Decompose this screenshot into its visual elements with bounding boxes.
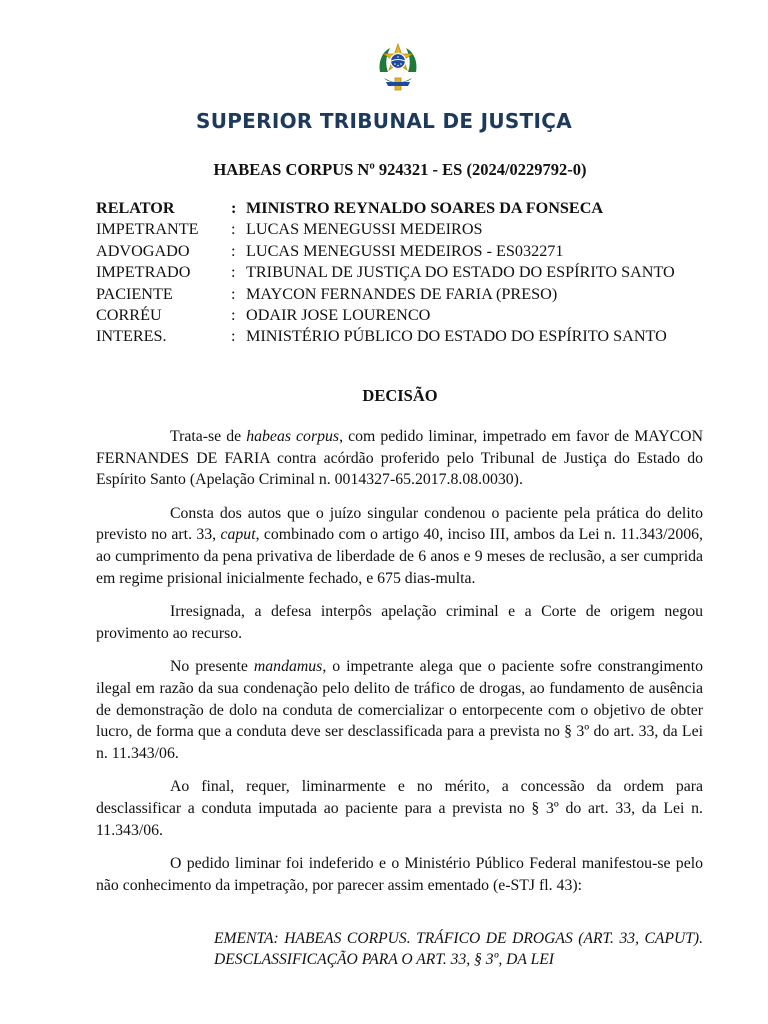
italic-term: habeas corpus — [246, 428, 340, 445]
text-run: Trata-se de — [170, 428, 247, 445]
party-separator: : — [231, 284, 236, 303]
decision-heading: DECISÃO — [362, 386, 438, 405]
text-run: , combinado com o artigo 40, inciso III, ambos da Lei n. 11.343/2006, ao cumprimento da pena privativa de liberdade de 6 anos e 9 meses de reclusão, a ser cumprida em regime prisional inicialmente fechado, e 675 dias-multa. — [96, 526, 704, 587]
party-value: MAYCON FERNANDES DE FARIA (PRESO) — [246, 284, 558, 303]
court-name: SUPERIOR TRIBUNAL DE JUSTIÇA — [195, 109, 573, 133]
party-value: ODAIR JOSE LOURENCO — [246, 305, 431, 324]
party-separator: : — [231, 220, 236, 239]
party-value: MINISTÉRIO PÚBLICO DO ESTADO DO ESPÍRITO SANTO — [246, 327, 667, 346]
ementa-quote: EMENTA: HABEAS CORPUS. TRÁFICO DE DROGAS (ART. 33, CAPUT). DESCLASSIFICAÇÃO PARA O ART. 33, § 3º, DA LEI — [214, 930, 703, 968]
party-separator: : — [231, 263, 236, 282]
italic-term: caput — [220, 526, 256, 544]
party-row-advogado — [96, 241, 716, 262]
paragraph-3: Irresignada, a defesa interpôs apelação criminal e a Corte de origem negou provimento ao recurso. — [96, 603, 703, 642]
party-row-interes — [96, 326, 716, 347]
party-label: IMPETRADO — [96, 263, 191, 282]
text-run: , o impetrante alega que o paciente sofre constrangimento ilegal em razão da sua condenação pelo delito de tráfico de drogas, ao fundamento de ausência de demonstração de dolo na conduta de comercializar o entorpecente com o objetivo de obter lucro, de forma que a conduta deve ser desclassificada para a prevista no § 3º do art. 33, da Lei n. 11.343/06. — [96, 658, 703, 762]
party-label: PACIENTE — [96, 284, 173, 303]
party-label: INTERES. — [96, 327, 167, 346]
paragraph-1 — [96, 426, 703, 491]
text-run: No presente — [170, 658, 254, 676]
party-value: LUCAS MENEGUSSI MEDEIROS — [246, 220, 483, 239]
paragraph-5: Ao final, requer, liminarmente e no mérito, a concessão da ordem para desclassificar a conduta imputada ao paciente para a prevista no § 3º do art. 33, da Lei n. 11.343/06. — [96, 778, 703, 839]
italic-term: mandamus — [253, 658, 323, 676]
party-separator: : — [231, 305, 236, 324]
party-separator: : — [231, 327, 236, 346]
party-row-correu — [96, 305, 716, 326]
party-value: MINISTRO REYNALDO SOARES DA FONSECA — [246, 199, 604, 217]
party-separator: : — [231, 241, 236, 260]
parties-table — [96, 198, 716, 348]
party-row-impetrado — [96, 262, 716, 283]
party-label: IMPETRANTE — [96, 220, 199, 239]
party-value: LUCAS MENEGUSSI MEDEIROS - ES032271 — [246, 241, 564, 260]
party-row-relator — [96, 198, 716, 219]
case-title: HABEAS CORPUS Nº 924321 - ES (2024/0229792-0) — [213, 160, 587, 179]
party-separator: : — [231, 199, 237, 217]
party-label: CORRÉU — [96, 305, 162, 324]
party-value: TRIBUNAL DE JUSTIÇA DO ESTADO DO ESPÍRITO SANTO — [246, 263, 675, 282]
paragraph-6: O pedido liminar foi indeferido e o Ministério Público Federal manifestou-se pelo não conhecimento da impetração, por parecer assim ementado (e-STJ fl. 43): — [96, 855, 703, 894]
party-label: ADVOGADO — [96, 241, 190, 260]
decision-body — [96, 426, 703, 908]
party-row-impetrante — [96, 219, 716, 240]
paragraph-4 — [96, 656, 703, 764]
party-row-paciente — [96, 284, 716, 305]
brazil-coat-of-arms-icon — [374, 42, 422, 92]
text-run: Consta dos autos que o juízo singular condenou o paciente pela prática do delito previsto no art. 33, — [96, 504, 703, 544]
party-label: RELATOR — [96, 199, 175, 217]
paragraph-2 — [96, 503, 703, 589]
text-run: , com pedido liminar, impetrado em favor de MAYCON FERNANDES DE FARIA contra acórdão proferido pelo Tribunal de Justiça do Estado do Espírito Santo (Apelação Criminal n. 0014327-65.2017.8.08.0030). — [96, 428, 703, 489]
